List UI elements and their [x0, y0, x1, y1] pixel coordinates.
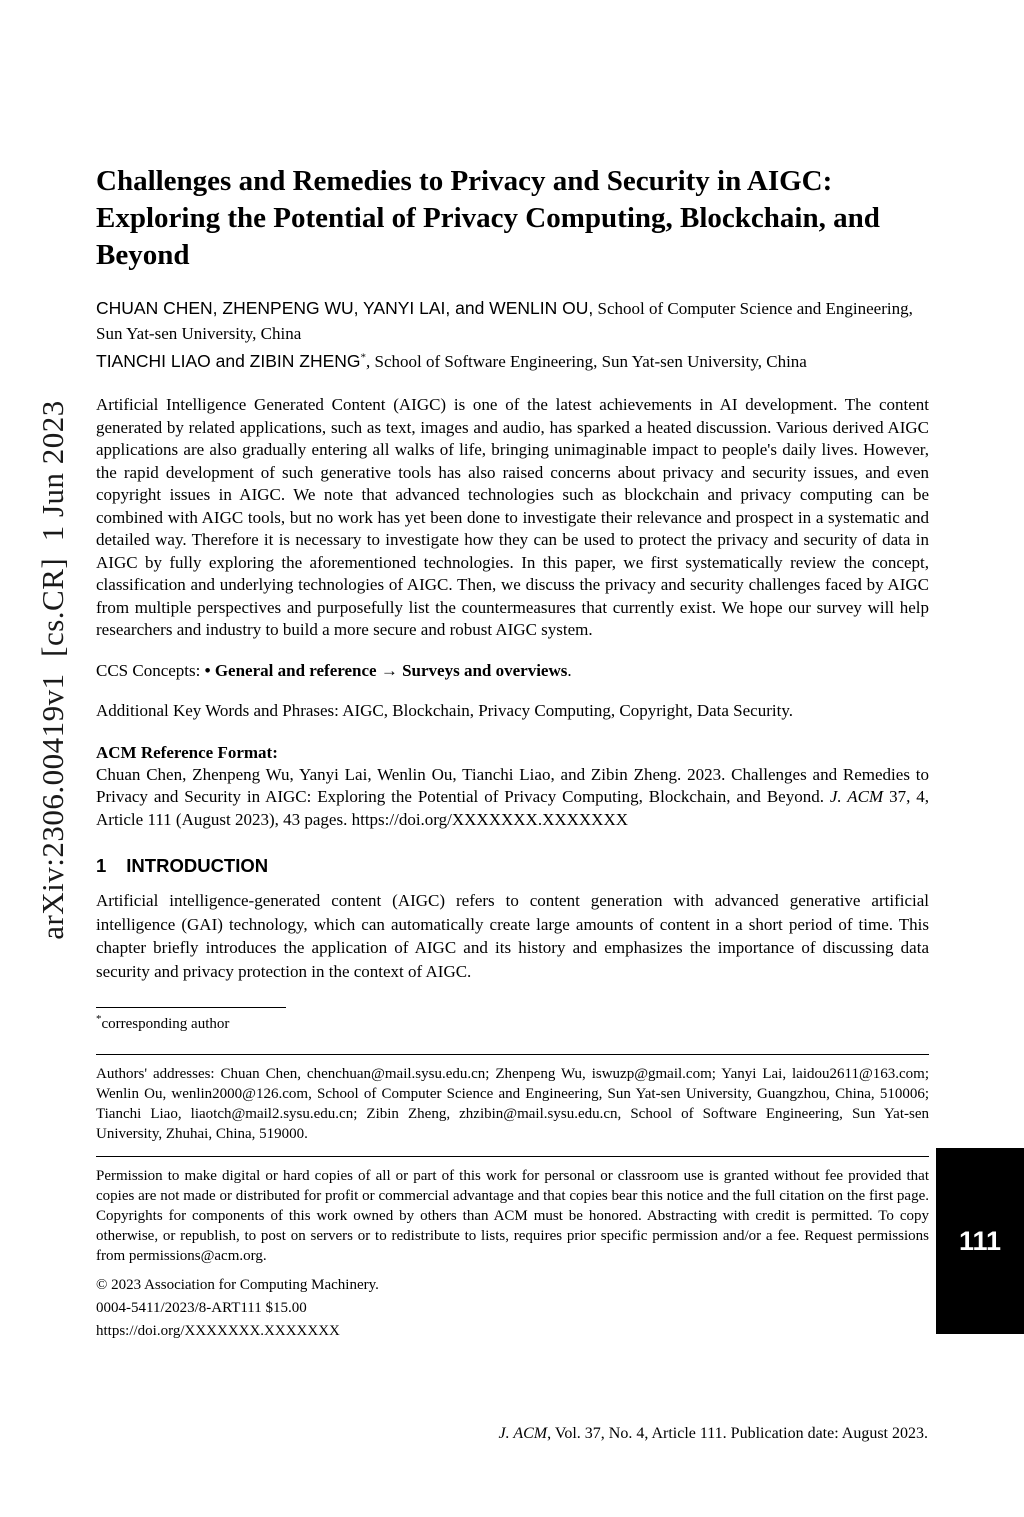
acm-reference-text [96, 764, 929, 832]
paper-title: Challenges and Remedies to Privacy and Security in AIGC: Exploring the Potential of Privacy Computing, Blockchain, and Beyond [96, 165, 880, 271]
acm-reference-block [96, 741, 929, 832]
keywords-label: Additional Key Words and Phrases: [96, 701, 343, 720]
section-title: INTRODUCTION [126, 855, 269, 876]
footnote-text: corresponding author [101, 1016, 230, 1032]
corresponding-author-marker: * [360, 351, 366, 364]
ccs-period: . [567, 660, 572, 680]
acm-reference-volume: 37, 4, Article 111 (August 2023), 43 pages. [96, 787, 930, 829]
acm-reference-heading: ACM Reference Format: [96, 742, 278, 762]
footnote-rule [96, 1007, 286, 1008]
corresponding-author-footnote [96, 1014, 929, 1034]
authors-block [96, 296, 929, 374]
acm-reference-doi-link[interactable]: https://doi.org/XXXXXXX.XXXXXXX [351, 809, 629, 829]
doi-link[interactable]: https://doi.org/XXXXXXX.XXXXXXX [96, 1323, 340, 1339]
article-number-badge: 111 [936, 1148, 1024, 1334]
ccs-label: CCS Concepts: [96, 660, 205, 680]
authors-addresses-block [96, 1054, 929, 1144]
keywords-line [96, 700, 929, 723]
ccs-concepts-line [96, 660, 929, 683]
footer-citation: , Vol. 37, No. 4, Article 111. Publication date: August 2023. [547, 1425, 928, 1442]
affiliation-group2: , School of Software Engineering, Sun Yat-sen University, China [366, 352, 807, 371]
ccs-concepts: • General and reference → Surveys and overviews [204, 660, 568, 680]
author-names-group2: TIANCHI LIAO and ZIBIN ZHENG [96, 351, 361, 371]
author-group-1 [96, 296, 929, 346]
keywords-text: AIGC, Blockchain, Privacy Computing, Copyright, Data Security. [342, 701, 793, 720]
abstract-text: Artificial Intelligence Generated Content (AIGC) is one of the latest achievements in AI development. The content generated by related applications, such as text, images and audio, has sparked a heated discussion. Various derived AIGC applications are also gradually entering all walks of life, bringing unimaginable impact to people's daily lives. However, the rapid development of such generative tools has also raised concerns about privacy and security issues, and even copyright issues in AIGC. We note that advanced technologies such as blockchain and privacy computing can be combined with AIGC tools, but no work has yet been done to investigate their relevance and prospect in a systematic and detailed way. Therefore it is necessary to investigate how they can be used to protect the privacy and security of data in AIGC by fully exploring the aforementioned technologies. In this paper, we first systematically review the concept, classification and underlying technologies of AIGC. Then, we discuss the privacy and security challenges faced by AIGC from multiple perspectives and purposefully list the countermeasures that currently exist. We hope our survey will help researchers and industry to build a more secure and robust AIGC system. [96, 395, 929, 639]
footer-journal-name: J. ACM [498, 1425, 548, 1442]
acm-reference-citation: Chuan Chen, Zhenpeng Wu, Yanyi Lai, Wenlin Ou, Tianchi Liao, and Zibin Zheng. 2023. Challenges and Remedies to Privacy and Security in AIGC: Exploring the Potential of Privacy Computing, Blockchain, and Beyond. [96, 764, 929, 806]
permission-text: Permission to make digital or hard copies of all or part of this work for personal or classroom use is granted without fee provided that copies are not made or distributed for profit or commercial advantage and that copies bear this notice and the full citation on the first page. Copyrights for components of this work owned by others than ACM must be honored. Abstracting with credit is permitted. To copy otherwise, or republish, to post on servers or to redistribute to lists, requires prior specific permission and/or a fee. Request permissions from permissions@acm.org. [96, 1168, 929, 1264]
section-heading-introduction [96, 855, 929, 877]
journal-footer [499, 1425, 928, 1443]
affiliation-group1: School of Computer Science and Engineering, Sun Yat-sen University, China [96, 299, 913, 343]
authors-addresses-text: Authors' addresses: Chuan Chen, chenchuan@mail.sysu.edu.cn; Zhenpeng Wu, iswuzp@gmail.com; Yanyi Lai, laidou2611@163.com; Wenlin Ou, wenlin2000@126.com, School of Computer Science and Engineering, Sun Yat-sen University, Guangzhou, China, 510006; Tianchi Liao, liaotch@mail2.sysu.edu.cn; Zibin Zheng, zhzibin@mail.sysu.edu.cn, School of Software Engineering, Sun Yat-sen University, Zhuhai, China, 519000. [96, 1066, 929, 1142]
issn-price-line: 0004-5411/2023/8-ART111 $15.00 [96, 1300, 307, 1316]
footnote-marker: * [96, 1013, 102, 1025]
acm-reference-journal: J. ACM [829, 787, 884, 806]
footnote-block [96, 1007, 929, 1034]
author-group-2 [96, 349, 929, 374]
permission-block [96, 1156, 929, 1342]
arxiv-watermark: arXiv:2306.00419v1 [cs.CR] 1 Jun 2023 [35, 400, 70, 940]
paper-content-column [96, 0, 929, 1344]
doi-line [96, 1321, 929, 1342]
copyright-line: © 2023 Association for Computing Machinery. [96, 1277, 379, 1293]
section-number: 1 [96, 855, 107, 876]
author-names-group1: CHUAN CHEN, ZHENPENG WU, YANYI LAI, and WENLIN OU, [96, 298, 594, 318]
introduction-paragraph: Artificial intelligence-generated content (AIGC) refers to content generation with advanced generative artificial intelligence (GAI) technology, which can automatically create large amounts of content in a short period of time. This chapter briefly introduces the application of AIGC and its history and emphasizes the importance of discussing data security and privacy protection in the context of AIGC. [96, 891, 929, 981]
